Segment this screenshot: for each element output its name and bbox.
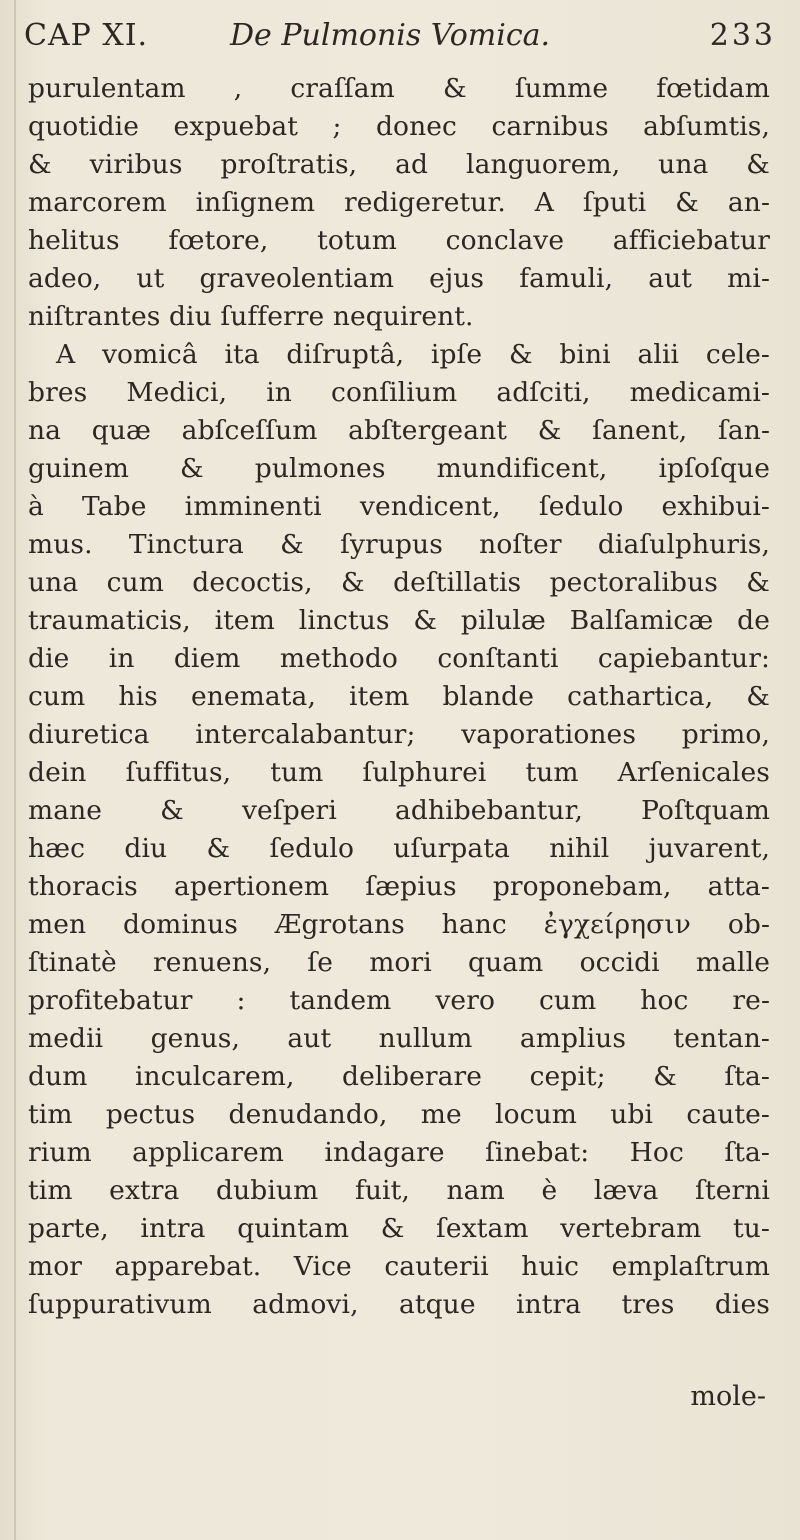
text-line: ſuppurativum admovi, atque intra tres dies <box>28 1289 770 1320</box>
text-line: niſtrantes diu ſufferre nequirent. <box>28 301 474 332</box>
catchword: mole- <box>690 1381 766 1412</box>
text-line: tim pectus denudando, me locum ubi caute- <box>28 1099 770 1130</box>
text-line: mor apparebat. Vice cauterii huic emplaſtrum <box>28 1251 770 1282</box>
text-line: thoracis apertionem ſæpius proponebam, atta- <box>28 871 770 902</box>
text-line: medii genus, aut nullum amplius tentan- <box>28 1023 770 1054</box>
running-header <box>20 12 780 56</box>
text-line: men dominus Ægrotans hanc ἐγχείρησιν ob- <box>28 909 770 940</box>
text-line: traumaticis, item linctus & pilulæ Balſamicæ de <box>28 605 770 636</box>
text-line: tim extra dubium fuit, nam è læva ſterni <box>28 1175 770 1206</box>
paragraph-start-line: A vomicâ ita diſruptâ, ipſe & bini alii cele- <box>56 339 770 370</box>
text-line: profitebatur : tandem vero cum hoc re- <box>28 985 770 1016</box>
body-text <box>28 70 770 1324</box>
text-line: ſtinatè renuens, ſe mori quam occidi malle <box>28 947 770 978</box>
text-line: parte, intra quintam & ſextam vertebram tu- <box>28 1213 770 1244</box>
text-line: dum inculcarem, deliberare cepit; & ſta- <box>28 1061 770 1092</box>
text-line: una cum decoctis, & deſtillatis pectoralibus & <box>28 567 770 598</box>
page-gutter <box>0 0 16 1540</box>
text-line: adeo, ut graveolentiam ejus famuli, aut mi- <box>28 263 770 294</box>
text-line: cum his enemata, item blande cathartica, & <box>28 681 770 712</box>
text-line: hæc diu & ſedulo uſurpata nihil juvarent, <box>28 833 770 864</box>
text-line: à Tabe imminenti vendicent, ſedulo exhibui- <box>28 491 770 522</box>
text-line: & viribus proſtratis, ad languorem, una & <box>28 149 770 180</box>
text-line: na quæ abſceſſum abſtergeant & ſanent, ſan- <box>28 415 770 446</box>
chapter-heading: CAP XI. <box>24 18 149 53</box>
text-line: diuretica intercalabantur; vaporationes primo, <box>28 719 770 750</box>
text-line: guinem & pulmones mundificent, ipſoſque <box>28 453 770 484</box>
text-line: helitus fœtore, totum conclave afficiebatur <box>28 225 770 256</box>
text-line: rium applicarem indagare ſinebat: Hoc ſta- <box>28 1137 770 1168</box>
running-title: De Pulmonis Vomica. <box>230 18 551 53</box>
text-line: die in diem methodo conſtanti capiebantur: <box>28 643 770 674</box>
text-line: mane & veſperi adhibebantur, Poſtquam <box>28 795 770 826</box>
text-line: bres Medici, in conſilium adſciti, medicami- <box>28 377 770 408</box>
text-line: mus. Tinctura & ſyrupus noſter diaſulphuris, <box>28 529 770 560</box>
page-number: 233 <box>709 18 776 53</box>
text-line: quotidie expuebat ; donec carnibus abſumtis, <box>28 111 770 142</box>
text-line: purulentam , craſſam & ſumme fœtidam <box>28 73 770 104</box>
text-line: marcorem inſignem redigeretur. A ſputi & an- <box>28 187 770 218</box>
text-line: dein ſuffitus, tum ſulphurei tum Arſenicales <box>28 757 770 788</box>
